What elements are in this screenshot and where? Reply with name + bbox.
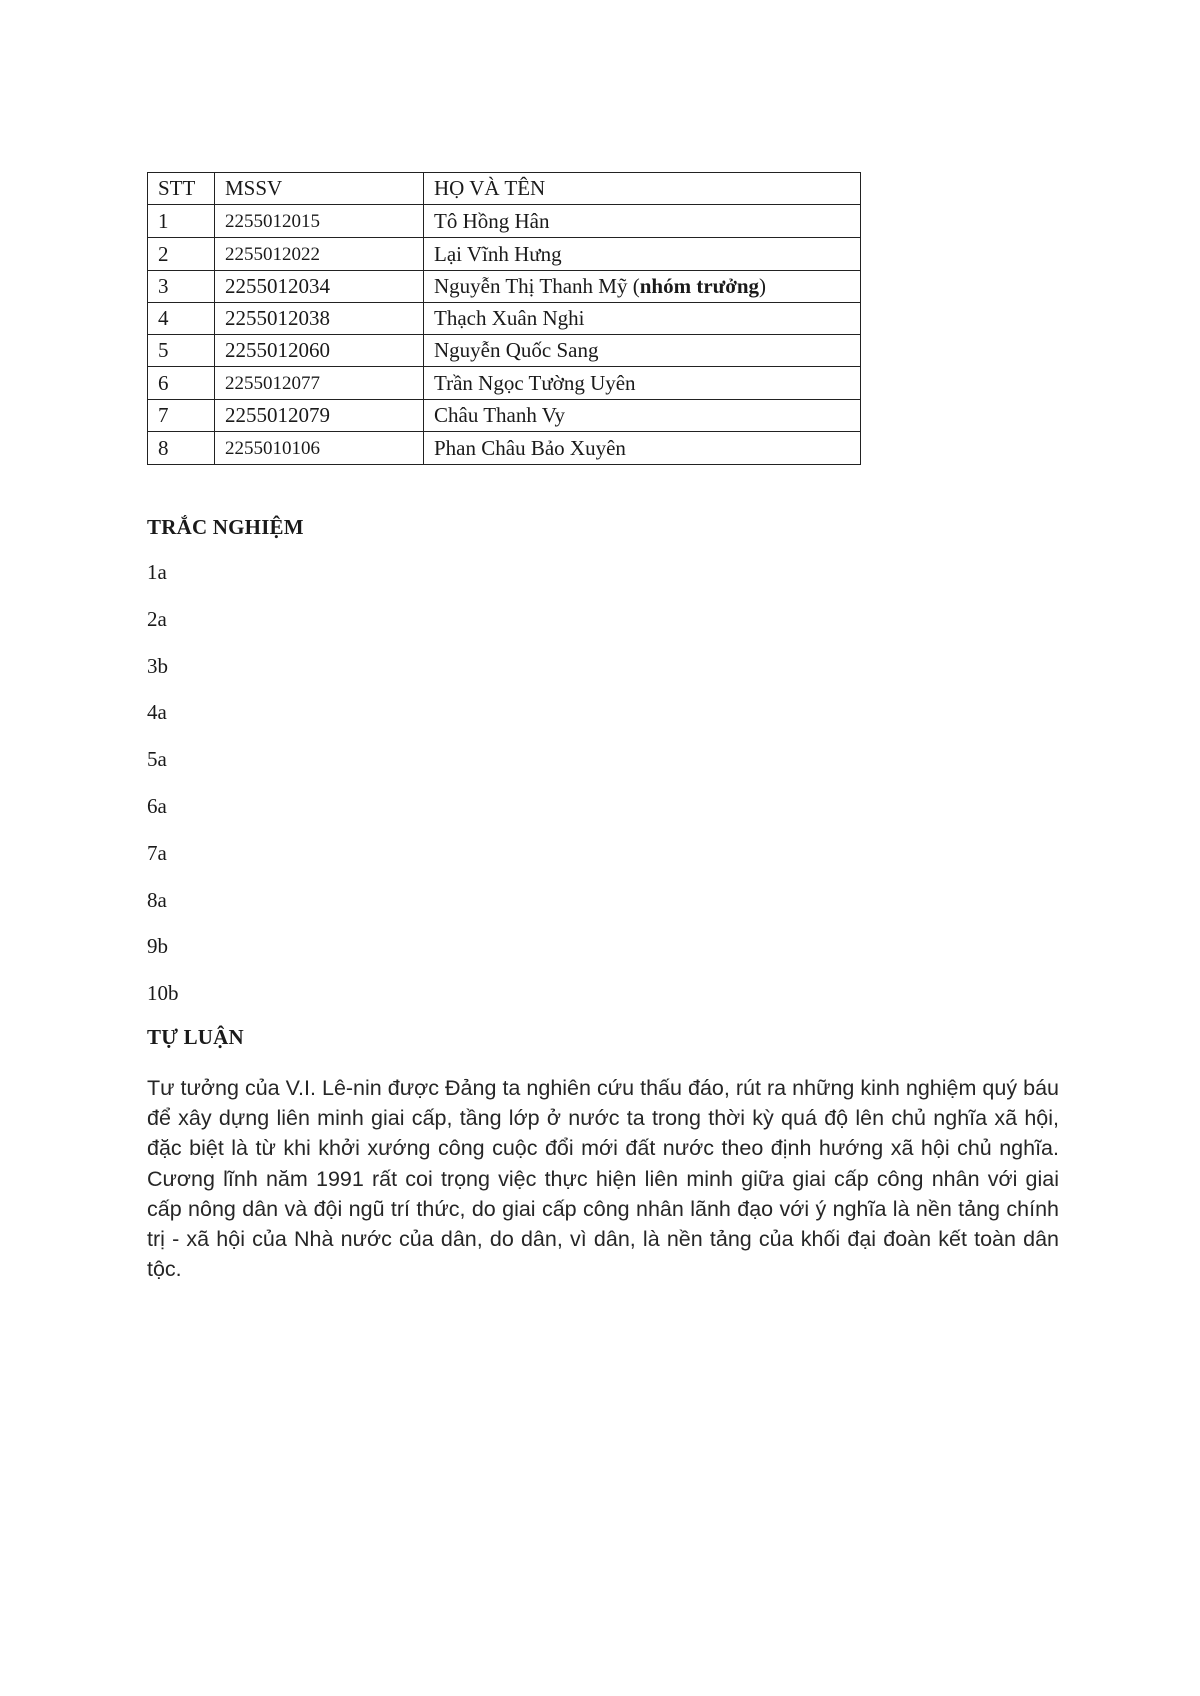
answer-item: 4a — [147, 700, 167, 725]
leader-note: nhóm trưởng — [639, 274, 760, 298]
answer-item: 7a — [147, 840, 167, 865]
row-mssv — [215, 432, 424, 465]
row-stt: 6 — [148, 367, 215, 400]
row-name: Trần Ngọc Tường Uyên — [424, 367, 861, 400]
row-mssv: 2255012034 — [215, 271, 424, 303]
row-mssv: 2255012038 — [215, 303, 424, 335]
members-table — [147, 172, 861, 465]
row-name: Phan Châu Bảo Xuyên — [424, 432, 861, 465]
header-stt: STT — [148, 173, 215, 205]
row-stt: 7 — [148, 400, 215, 432]
table-row — [148, 205, 861, 238]
row-name: Nguyễn Quốc Sang — [424, 335, 861, 367]
table-row — [148, 271, 861, 303]
row-stt: 5 — [148, 335, 215, 367]
table-header-row — [148, 173, 861, 205]
row-mssv — [215, 238, 424, 271]
answer-list — [147, 559, 179, 1027]
row-mssv: 2255012060 — [215, 335, 424, 367]
multiple-choice-title: TRẮC NGHIỆM — [147, 515, 304, 539]
answer-item: 3b — [147, 653, 168, 678]
answer-item: 2a — [147, 606, 167, 631]
answer-item: 10b — [147, 981, 179, 1006]
row-name: Thạch Xuân Nghi — [424, 303, 861, 335]
mssv-value: 2255012022 — [225, 244, 320, 265]
row-stt: 2 — [148, 238, 215, 271]
row-stt: 3 — [148, 271, 215, 303]
row-mssv: 2255012079 — [215, 400, 424, 432]
row-stt: 4 — [148, 303, 215, 335]
table-row — [148, 335, 861, 367]
row-name: Tô Hồng Hân — [424, 205, 861, 238]
row-name — [424, 271, 861, 303]
header-name: HỌ VÀ TÊN — [424, 173, 861, 205]
essay-title: TỰ LUẬN — [147, 1025, 244, 1049]
mssv-value: 2255010106 — [225, 438, 320, 459]
table-row — [148, 432, 861, 465]
header-mssv: MSSV — [215, 173, 424, 205]
row-name: Châu Thanh Vy — [424, 400, 861, 432]
table-row — [148, 400, 861, 432]
row-mssv — [215, 367, 424, 400]
row-stt: 8 — [148, 432, 215, 465]
answer-item: 5a — [147, 747, 167, 772]
table-row — [148, 238, 861, 271]
table-row — [148, 367, 861, 400]
leader-note-close: ) — [759, 274, 767, 298]
row-mssv — [215, 205, 424, 238]
answer-item: 1a — [147, 560, 167, 584]
answer-item: 8a — [147, 887, 167, 912]
row-stt: 1 — [148, 205, 215, 238]
member-name: Nguyễn Thị Thanh Mỹ ( — [434, 274, 640, 298]
row-name: Lại Vĩnh Hưng — [424, 238, 861, 271]
mssv-value: 2255012077 — [225, 373, 320, 394]
table-row — [148, 303, 861, 335]
answer-item: 9b — [147, 934, 168, 959]
answer-item: 6a — [147, 793, 167, 818]
essay-paragraph: Tư tưởng của V.I. Lê-nin được Đảng ta nghiên cứu thấu đáo, rút ra những kinh nghiệm quý báu để xây dựng liên minh giai cấp, tầng lớp ở nước ta trong thời kỳ quá độ lên chủ nghĩa xã hội, đặc biệt là từ khi khởi xướng công cuộc đổi mới đất nước theo định hướng xã hội chủ nghĩa. Cương lĩnh năm 1991 rất coi trọng việc thực hiện liên minh giữa giai cấp công nhân với giai cấp nông dân và đội ngũ trí thức, do giai cấp công nhân lãnh đạo với ý nghĩa là nền tảng chính trị - xã hội của Nhà nước của dân, do dân, vì dân, là nền tảng của khối đại đoàn kết toàn dân tộc. — [147, 1076, 1059, 1282]
mssv-value: 2255012015 — [225, 211, 320, 232]
